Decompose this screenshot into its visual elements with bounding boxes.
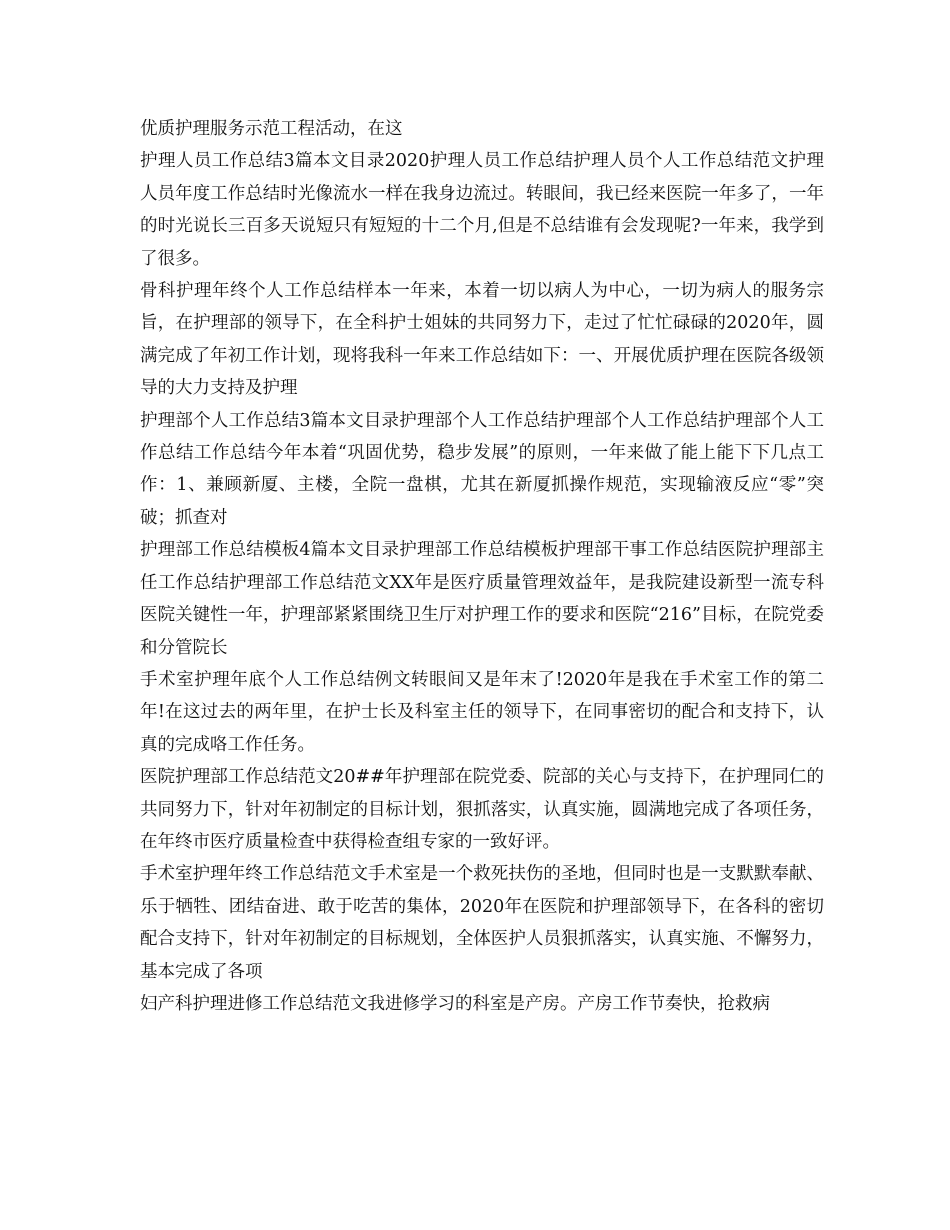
paragraph-8: 手术室护理年终工作总结范文手术室是一个救死扶伤的圣地，但同时也是一支默默奉献、乐于牺牲、团结奋进、敢于吃苦的集体，2020年在医院和护理部领导下，在各科的密切配合支持下，针对年初制定的目标规划，全体医护人员狠抓落实，认真实施、不懈努力，基本完成了各项: [140, 864, 824, 982]
paragraph-7: 医院护理部工作总结范文20##年护理部在院党委、院部的关心与支持下，在护理同仁的共同努力下，针对年初制定的目标计划，狠抓落实，认真实施，圆满地完成了各项任务，在年终市医疗质量检查中获得检查组专家的一致好评。: [140, 767, 824, 852]
paragraph-5: 护理部工作总结模板4篇本文目录护理部工作总结模板护理部干事工作总结医院护理部主任工作总结护理部工作总结范文XX年是医疗质量管理效益年，是我院建设新型一流专科医院关键性一年，护理部紧紧围绕卫生厅对护理工作的要求和医院“216”目标，在院党委和分管院长: [140, 540, 824, 658]
paragraph-1: 优质护理服务示范工程活动，在这: [140, 119, 403, 139]
paragraph-4: 护理部个人工作总结3篇本文目录护理部个人工作总结护理部个人工作总结护理部个人工作总结工作总结今年本着“巩固优势，稳步发展”的原则，一年来做了能上能下下几点工作：1、兼顾新厦、主楼，全院一盘棋，尤其在新厦抓操作规范，实现输液反应“零”突破；抓查对: [140, 410, 824, 528]
paragraph-9: 妇产科护理进修工作总结范文我进修学习的科室是产房。产房工作节奏快，抢救病: [140, 993, 770, 1014]
paragraph-2: 护理人员工作总结3篇本文目录2020护理人员工作总结护理人员个人工作总结范文护理人员年度工作总结时光像流水一样在我身边流过。转眼间，我已经来医院一年多了，一年的时光说长三百多天说短只有短短的十二个月,但是不总结谁有会发现呢?一年来，我学到了很多。: [140, 151, 824, 269]
paragraph-3: 骨科护理年终个人工作总结样本一年来，本着一切以病人为中心，一切为病人的服务宗旨，在护理部的领导下，在全科护士姐妹的共同努力下，走过了忙忙碌碌的2020年，圆满完成了年初工作计划，现将我科一年来工作总结如下：一、开展优质护理在医院各级领导的大力支持及护理: [140, 281, 824, 399]
paragraph-6: 手术室护理年底个人工作总结例文转眼间又是年末了!2020年是我在手术室工作的第二年!在这过去的两年里，在护士长及科室主任的领导下，在同事密切的配合和支持下，认真的完成咯工作任务。: [140, 669, 824, 755]
document-body: [140, 113, 824, 1020]
